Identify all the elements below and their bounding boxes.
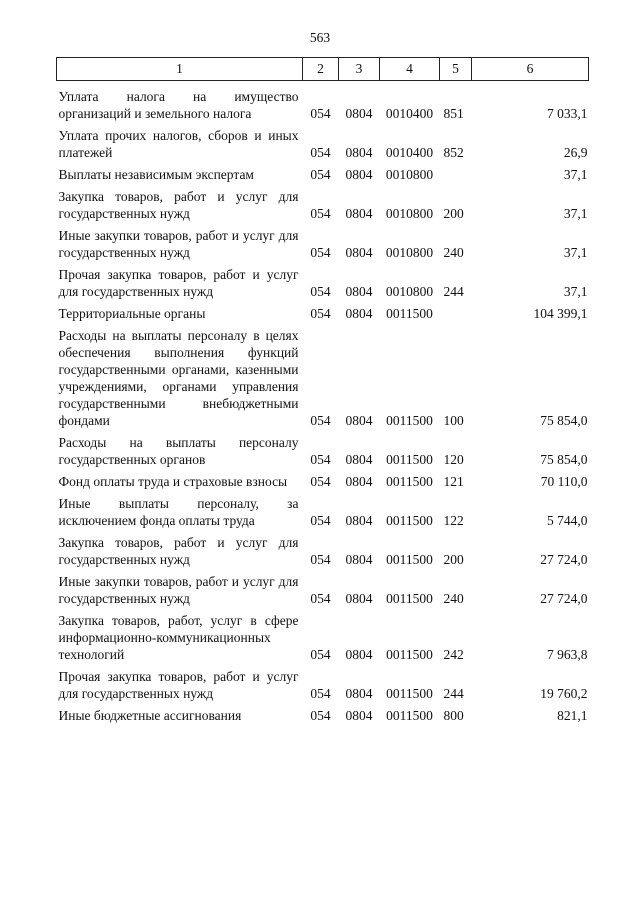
row-target-code: 0010800 (385, 284, 434, 299)
header-col-3: 3 (339, 58, 380, 81)
row-amount: 70 110,0 (540, 474, 588, 489)
table-row (57, 702, 589, 724)
header-col-2: 2 (303, 58, 339, 81)
table-row (57, 568, 589, 607)
row-item-name: Прочая закупка товаров, работ и услуг для государственных нужд (58, 669, 299, 701)
row-amount: 26,9 (563, 145, 588, 160)
table-row (57, 468, 589, 490)
row-item-name: Уплата налога на имущество организаций и земельного налога (58, 89, 299, 121)
row-ministry-code: 054 (310, 686, 331, 701)
row-expense-type-code: 120 (443, 452, 464, 467)
row-target-code: 0010400 (385, 106, 434, 121)
row-section-code: 0804 (345, 167, 373, 182)
row-section-code: 0804 (345, 413, 373, 428)
row-ministry-code: 054 (310, 245, 331, 260)
row-amount: 75 854,0 (540, 452, 588, 467)
row-ministry-code: 054 (310, 206, 331, 221)
row-target-code: 0010800 (385, 167, 434, 182)
row-item-name: Иные закупки товаров, работ и услуг для государственных нужд (58, 574, 299, 606)
row-target-code: 0011500 (386, 647, 433, 662)
row-item-name: Уплата прочих налогов, сборов и иных платежей (58, 128, 299, 160)
table-header (57, 58, 589, 81)
row-item-name: Иные бюджетные ассигнования (58, 708, 242, 723)
row-section-code: 0804 (345, 145, 373, 160)
row-expense-type-code: 244 (443, 284, 464, 299)
budget-table (56, 57, 589, 724)
row-amount: 821,1 (557, 708, 588, 723)
row-item-name: Расходы на выплаты персоналу в целях обеспечения выполнения функций государственными органами, казенными учреждениями, органами управления государственными внебюджетными фондами (58, 328, 299, 428)
table-row (57, 300, 589, 322)
row-ministry-code: 054 (310, 167, 331, 182)
table-row (57, 322, 589, 429)
table-row (57, 663, 589, 702)
row-target-code: 0011500 (386, 306, 433, 321)
row-expense-type-code: 200 (443, 552, 464, 567)
row-ministry-code: 054 (310, 474, 331, 489)
row-expense-type-code: 240 (443, 245, 464, 260)
row-expense-type-code: 244 (443, 686, 464, 701)
row-amount: 104 399,1 (533, 306, 588, 321)
table-row (57, 81, 589, 123)
row-amount: 27 724,0 (540, 591, 588, 606)
header-col-6: 6 (472, 58, 589, 81)
row-section-code: 0804 (345, 686, 373, 701)
row-ministry-code: 054 (310, 552, 331, 567)
header-col-4: 4 (380, 58, 440, 81)
row-ministry-code: 054 (310, 591, 331, 606)
table-body (57, 81, 589, 725)
row-target-code: 0011500 (386, 686, 433, 701)
header-row (57, 58, 589, 81)
row-section-code: 0804 (345, 452, 373, 467)
row-item-name: Закупка товаров, работ, услуг в сфере информационно-коммуникационных технологий (58, 613, 299, 662)
table-row (57, 161, 589, 183)
table-row (57, 529, 589, 568)
table-row (57, 490, 589, 529)
row-ministry-code: 054 (310, 413, 331, 428)
row-section-code: 0804 (345, 284, 373, 299)
row-target-code: 0011500 (386, 513, 433, 528)
row-expense-type-code (440, 300, 472, 322)
row-target-code: 0011500 (386, 413, 433, 428)
row-amount: 75 854,0 (540, 413, 588, 428)
row-expense-type-code: 851 (443, 106, 464, 121)
row-section-code: 0804 (345, 513, 373, 528)
row-item-name: Расходы на выплаты персоналу государственных органов (58, 435, 299, 467)
header-col-1: 1 (57, 58, 303, 81)
row-target-code: 0011500 (386, 552, 433, 567)
table-row (57, 261, 589, 300)
row-section-code: 0804 (345, 106, 373, 121)
row-item-name: Фонд оплаты труда и страховые взносы (58, 474, 288, 489)
row-target-code: 0010800 (385, 206, 434, 221)
row-item-name: Иные закупки товаров, работ и услуг для государственных нужд (58, 228, 299, 260)
row-expense-type-code: 800 (443, 708, 464, 723)
row-section-code: 0804 (345, 552, 373, 567)
table-row (57, 607, 589, 663)
row-expense-type-code (440, 161, 472, 183)
row-target-code: 0011500 (386, 452, 433, 467)
row-section-code: 0804 (345, 245, 373, 260)
row-section-code: 0804 (345, 306, 373, 321)
row-amount: 37,1 (563, 245, 588, 260)
table-row (57, 183, 589, 222)
row-target-code: 0011500 (386, 474, 433, 489)
table-row (57, 122, 589, 161)
row-amount: 37,1 (563, 167, 588, 182)
row-ministry-code: 054 (310, 106, 331, 121)
row-section-code: 0804 (345, 206, 373, 221)
row-expense-type-code: 122 (443, 513, 464, 528)
table-row (57, 429, 589, 468)
row-target-code: 0011500 (386, 591, 433, 606)
row-amount: 37,1 (563, 206, 588, 221)
row-item-name: Территориальные органы (58, 306, 206, 321)
row-section-code: 0804 (345, 708, 373, 723)
row-amount: 7 033,1 (547, 106, 588, 121)
row-amount: 5 744,0 (547, 513, 588, 528)
row-expense-type-code: 852 (443, 145, 464, 160)
row-ministry-code: 054 (310, 284, 331, 299)
row-amount: 37,1 (563, 284, 588, 299)
row-section-code: 0804 (345, 591, 373, 606)
row-amount: 27 724,0 (540, 552, 588, 567)
row-item-name: Прочая закупка товаров, работ и услуг для государственных нужд (58, 267, 299, 299)
row-amount: 7 963,8 (547, 647, 588, 662)
row-section-code: 0804 (345, 647, 373, 662)
row-ministry-code: 054 (310, 452, 331, 467)
row-expense-type-code: 240 (443, 591, 464, 606)
row-item-name: Закупка товаров, работ и услуг для государственных нужд (58, 189, 299, 221)
row-ministry-code: 054 (310, 647, 331, 662)
row-expense-type-code: 200 (443, 206, 464, 221)
row-target-code: 0011500 (386, 708, 433, 723)
row-target-code: 0010800 (385, 245, 434, 260)
table-row (57, 222, 589, 261)
row-section-code: 0804 (345, 474, 373, 489)
row-expense-type-code: 242 (443, 647, 464, 662)
row-amount: 19 760,2 (540, 686, 588, 701)
page-number: 563 (309, 30, 331, 45)
row-item-name: Иные выплаты персоналу, за исключением фонда оплаты труда (58, 496, 299, 528)
row-expense-type-code: 100 (443, 413, 464, 428)
row-ministry-code: 054 (310, 513, 331, 528)
row-item-name: Закупка товаров, работ и услуг для государственных нужд (58, 535, 299, 567)
row-ministry-code: 054 (310, 145, 331, 160)
row-item-name: Выплаты независимым экспертам (58, 167, 254, 182)
row-target-code: 0010400 (385, 145, 434, 160)
row-expense-type-code: 121 (443, 474, 464, 489)
header-col-5: 5 (440, 58, 472, 81)
row-ministry-code: 054 (310, 708, 331, 723)
row-ministry-code: 054 (310, 306, 331, 321)
